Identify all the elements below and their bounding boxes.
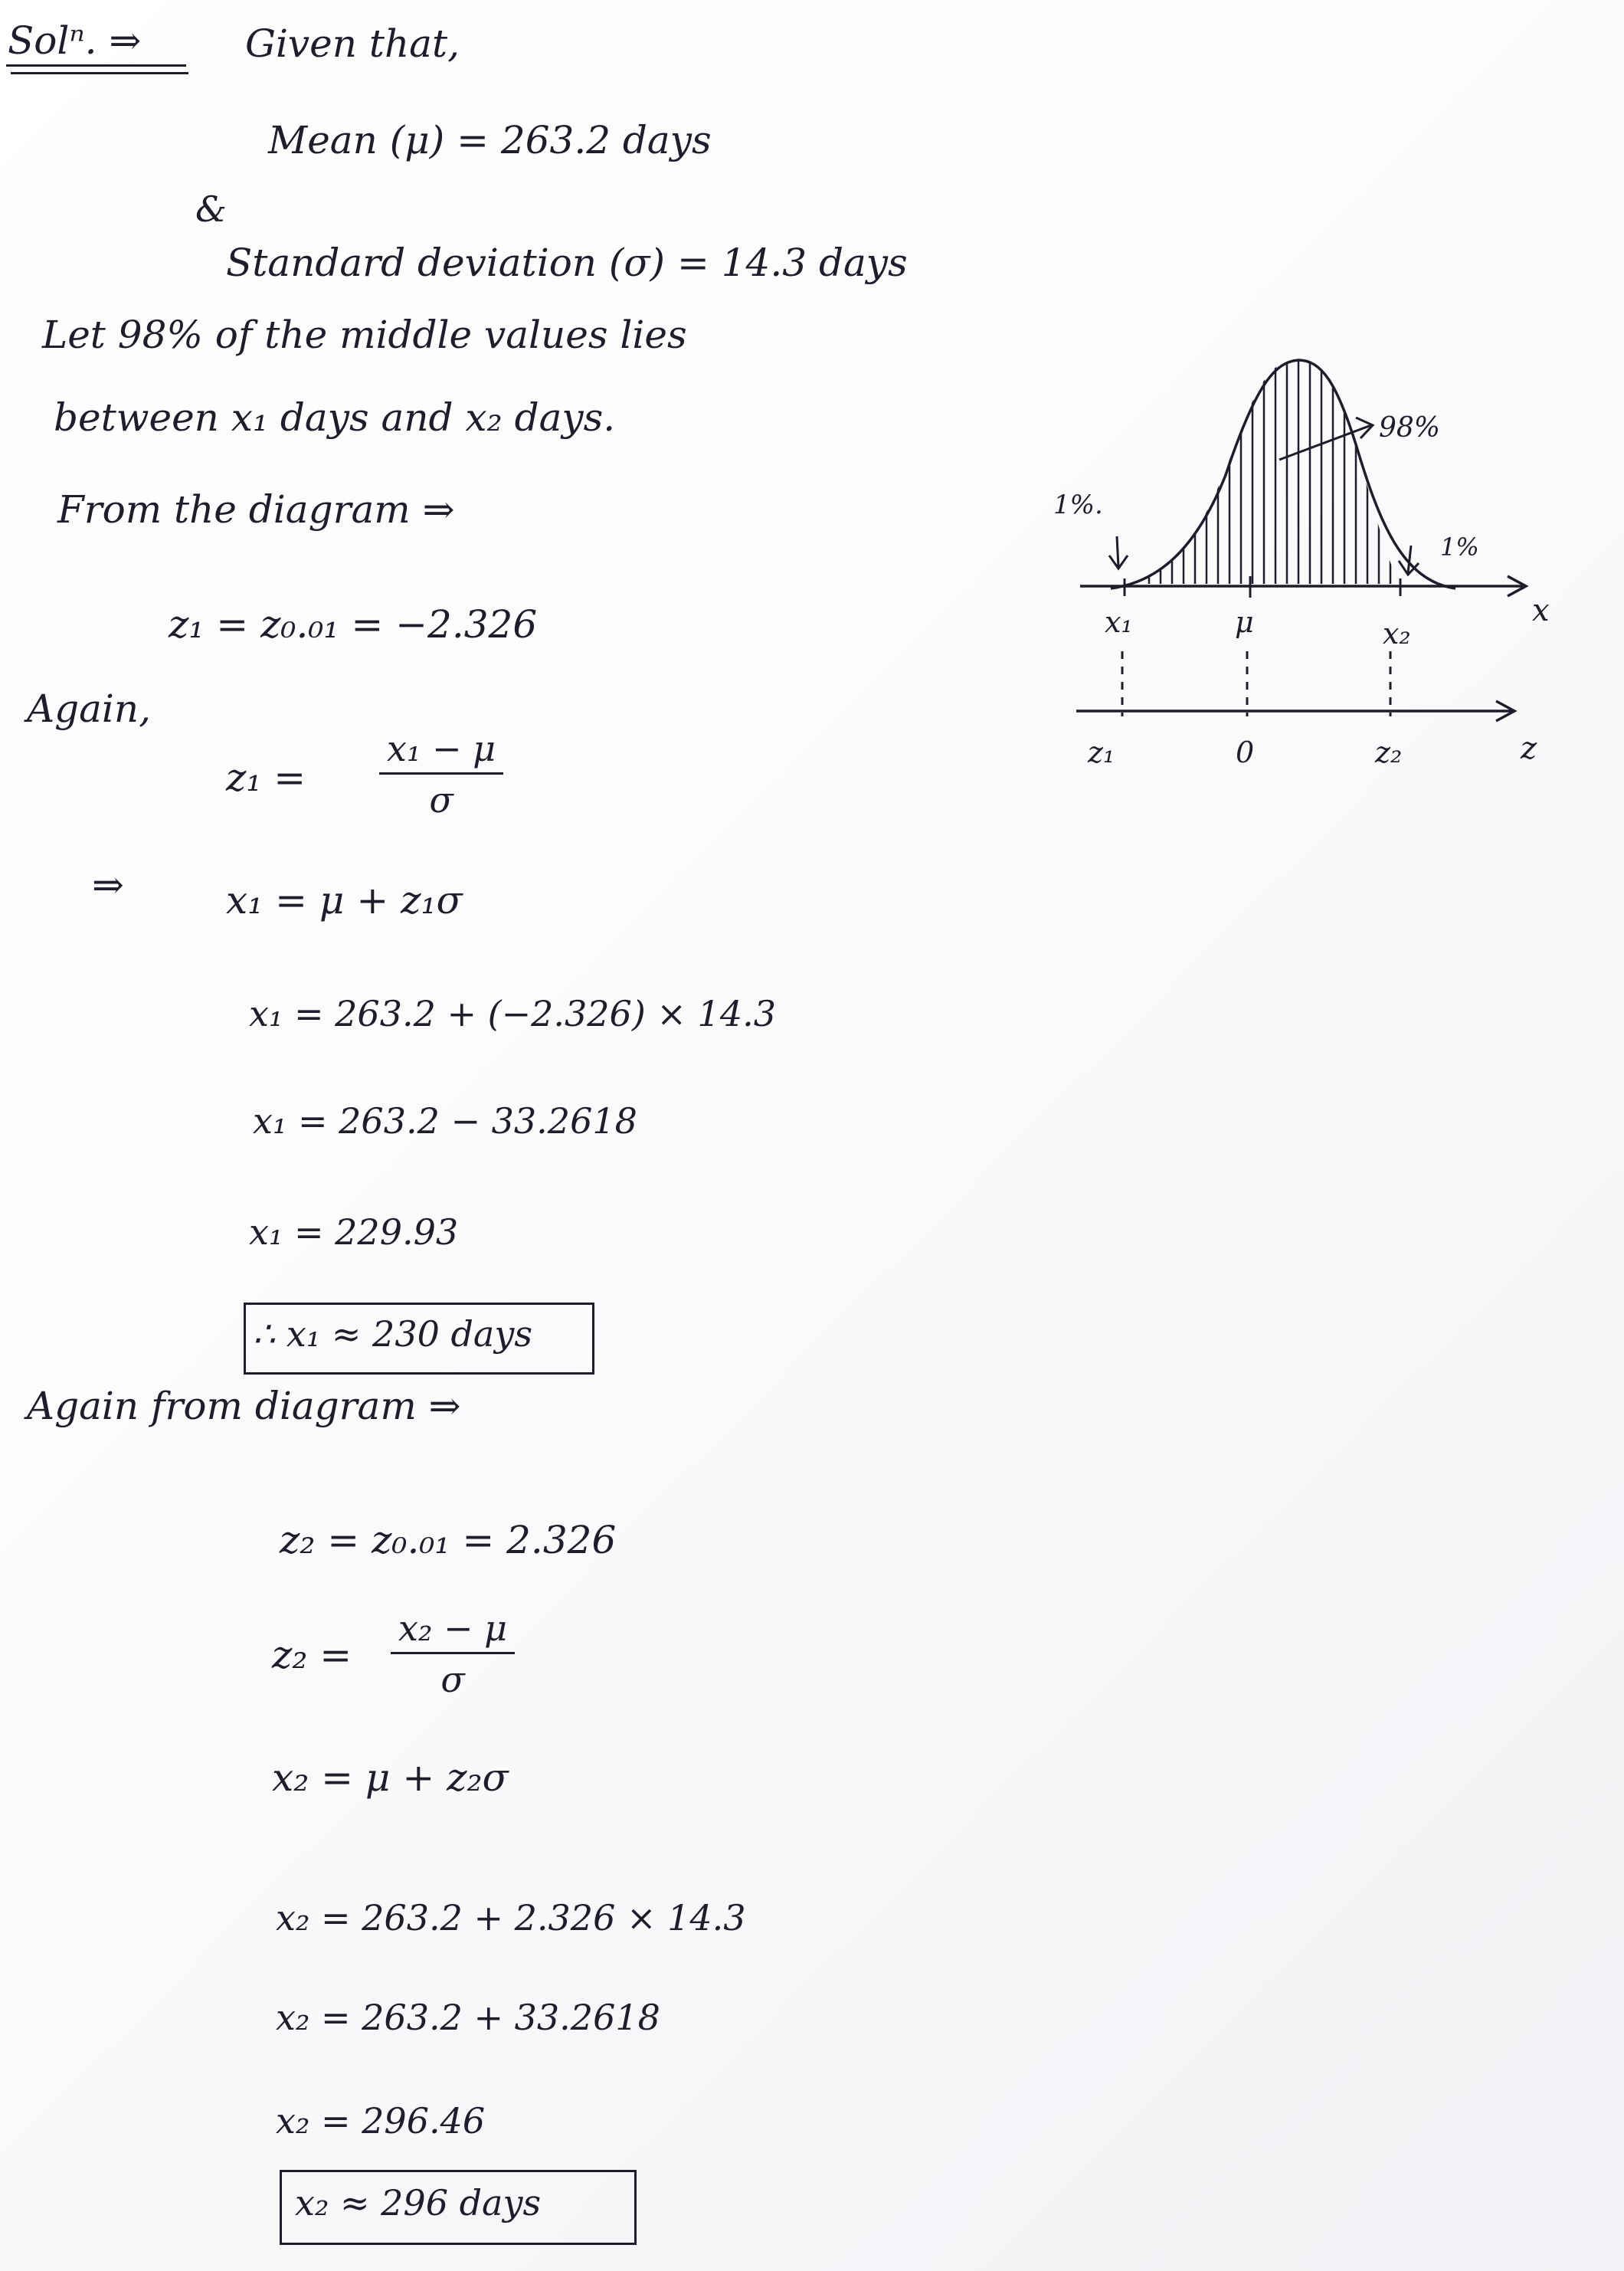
x1-step: x₁ = 263.2 − 33.2618 (253, 1100, 637, 1142)
z1-numerator: x₁ − μ (379, 728, 503, 775)
x2-final-answer: x₂ ≈ 296 days (295, 2182, 542, 2223)
x2-label: x₂ (1383, 617, 1411, 650)
mu-label: μ (1235, 605, 1254, 639)
given-text: Given that, (245, 21, 460, 66)
z1-definition: z₁ = z₀.₀₁ = −2.326 (169, 602, 538, 647)
zero-label: 0 (1236, 736, 1255, 769)
x1-label: x₁ (1105, 605, 1133, 639)
z-axis-label: z (1521, 731, 1537, 766)
label-1-left: 1%. (1053, 490, 1103, 520)
from-diagram-1: From the diagram ⇒ (57, 487, 455, 532)
x1-final-answer: ∴ x₁ ≈ 230 days (253, 1313, 532, 1355)
z1-denominator: σ (429, 779, 453, 821)
z2-denominator: σ (440, 1659, 465, 1700)
x2-formula: x₂ = μ + z₂σ (272, 1755, 509, 1800)
z2-lhs: z₂ = (272, 1633, 352, 1677)
z2-definition: z₂ = z₀.₀₁ = 2.326 (280, 1518, 617, 1562)
and-symbol: & (195, 188, 227, 230)
bell-curve (1111, 360, 1455, 588)
x1-formula: x₁ = μ + z₁σ (226, 878, 463, 922)
from-diagram-2: Again from diagram ⇒ (27, 1384, 461, 1428)
x2-substitution: x₂ = 263.2 + 2.326 × 14.3 (276, 1897, 746, 1938)
x2-value: x₂ = 296.46 (276, 2100, 486, 2142)
sd-line: Standard deviation (σ) = 14.3 days (226, 241, 908, 285)
x1-value: x₁ = 229.93 (249, 1211, 459, 1253)
again-label: Again, (27, 687, 152, 731)
label-1-right: 1% (1440, 533, 1479, 562)
pointer-98-line (1279, 425, 1371, 460)
let-line-2: between x₁ days and x₂ days. (54, 395, 616, 440)
solution-label: Solⁿ. ⇒ (8, 18, 142, 63)
z1-lhs: z₁ = (226, 755, 306, 800)
z2-label: z₂ (1375, 736, 1403, 769)
x2-step: x₂ = 263.2 + 33.2618 (276, 1997, 660, 2038)
arrow-left-tail-icon (1109, 536, 1128, 569)
let-line-1: Let 98% of the middle values lies (42, 313, 687, 357)
label-98: 98% (1379, 412, 1441, 444)
z1-label: z₁ (1088, 736, 1115, 769)
implies-arrow: ⇒ (92, 863, 124, 907)
x-axis-label: x (1532, 593, 1550, 628)
x1-substitution: x₁ = 263.2 + (−2.326) × 14.3 (249, 993, 776, 1034)
mean-line: Mean (μ) = 263.2 days (268, 118, 712, 162)
z2-numerator: x₂ − μ (391, 1607, 515, 1654)
